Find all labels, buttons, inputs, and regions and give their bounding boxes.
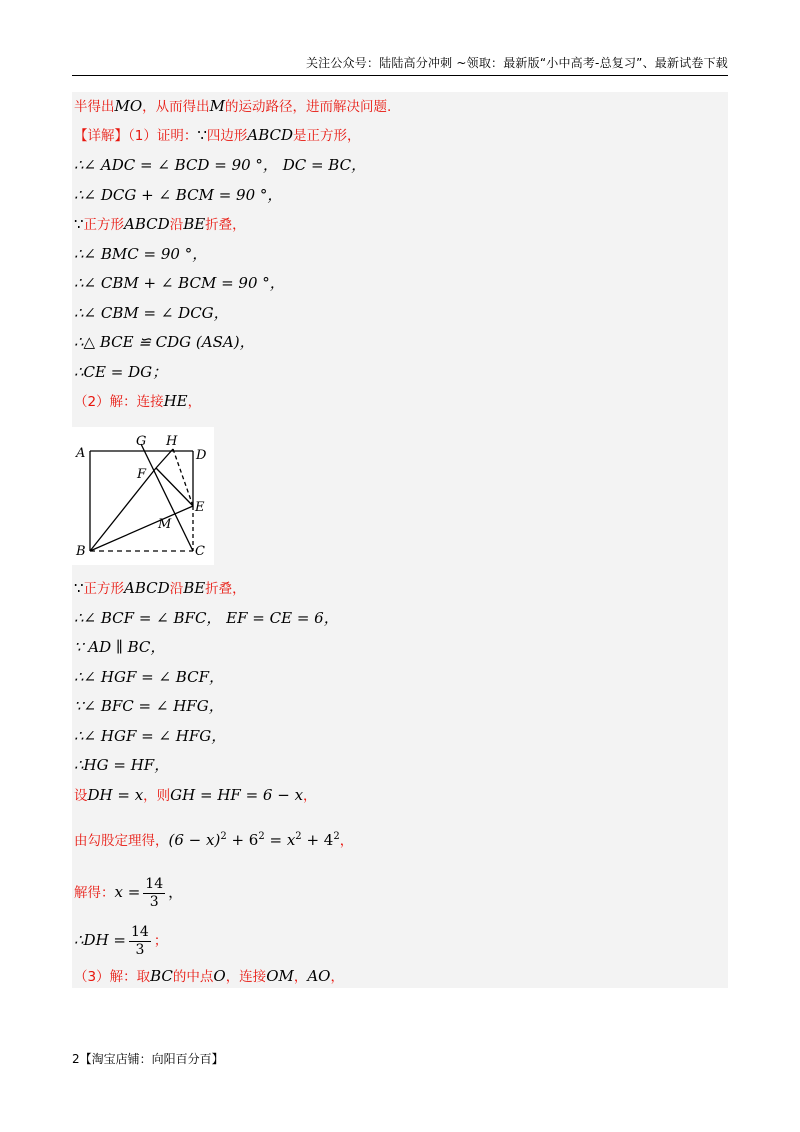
math: + 6	[226, 831, 259, 849]
text: 的运动路径，进而解决问题.	[225, 99, 392, 115]
math: ∴DH =	[74, 931, 126, 949]
math: x =	[114, 883, 141, 901]
text: 正方形	[83, 581, 125, 597]
denominator: 3	[135, 941, 145, 958]
page-footer: 2【淘宝店铺：向阳百分百】	[72, 1052, 224, 1066]
line-11	[74, 391, 201, 412]
math: (6 − x)	[168, 831, 221, 849]
text: ，	[293, 969, 308, 985]
geometry-figure	[72, 427, 214, 565]
line-19	[74, 785, 317, 806]
denominator: 3	[149, 893, 159, 910]
line-14: ∵ AD ∥ BC，	[74, 638, 166, 656]
exponent: 2	[333, 831, 340, 842]
line-5	[74, 214, 246, 235]
math: = x	[264, 831, 296, 849]
label-d: D	[196, 448, 207, 463]
text: ，则	[143, 788, 171, 804]
line-17: ∴∠ HGF = ∠ HFG，	[74, 727, 227, 745]
line-23	[74, 966, 344, 987]
math: MO	[114, 97, 143, 115]
math: ABCD	[124, 215, 170, 233]
text: 折叠，	[205, 217, 246, 233]
label-c: C	[195, 544, 205, 559]
math: BE	[183, 579, 206, 597]
text: 的中点	[172, 969, 214, 985]
text: （3）解：取	[74, 969, 151, 985]
text: 沿	[169, 581, 184, 597]
numerator: 14	[145, 875, 164, 892]
math: ABCD	[247, 126, 294, 144]
line-2	[74, 125, 361, 146]
text: 四边形	[206, 128, 248, 144]
math: BE	[183, 215, 206, 233]
label-m: M	[158, 517, 172, 532]
segment-hf	[156, 449, 173, 468]
fraction	[129, 924, 151, 959]
label-a: A	[76, 446, 86, 461]
math: + 4	[301, 831, 334, 849]
label-g: G	[136, 434, 147, 449]
line-13: ∴∠ BCF = ∠ BFC， EF = CE = 6，	[74, 609, 339, 627]
text: 沿	[169, 217, 184, 233]
line-18: ∴HG = HF，	[74, 756, 170, 774]
text: ，	[330, 969, 344, 985]
text: ，	[339, 833, 354, 849]
text: 正方形	[83, 217, 125, 233]
text: 由勾股定理得，	[74, 833, 169, 849]
segment-bf	[90, 468, 156, 551]
math: ，	[168, 883, 184, 901]
line-8: ∴∠ CBM = ∠ DCG，	[74, 304, 229, 322]
line-9: ∴△ BCE ≌ CDG (ASA)，	[74, 333, 255, 351]
line-4: ∴∠ DCG + ∠ BCM = 90 °，	[74, 186, 283, 204]
math: O	[213, 967, 226, 985]
math: BC	[150, 967, 173, 985]
line-6: ∴∠ BMC = 90 °，	[74, 245, 208, 263]
text: 设	[74, 788, 88, 804]
line-10: ∴CE = DG；	[74, 363, 168, 381]
line-22	[74, 922, 167, 959]
label-b: B	[76, 544, 86, 559]
segment-be	[90, 506, 193, 551]
line-12	[74, 578, 246, 599]
math: ABCD	[124, 579, 170, 597]
page-header: 关注公众号：陆陆高分冲刺 ~领取：最新版“小中高考-总复习”、最新试卷下载	[72, 54, 728, 76]
line-15: ∴∠ HGF = ∠ BCF，	[74, 668, 224, 686]
math: ∵	[74, 215, 84, 233]
line-21	[74, 874, 183, 911]
line-3: ∴∠ ADC = ∠ BCD = 90 °， DC = BC，	[74, 156, 367, 174]
math: OM	[266, 967, 294, 985]
label-f: F	[137, 467, 147, 482]
math: ∵	[74, 579, 84, 597]
text: 是正方形，	[293, 128, 361, 144]
numerator: 14	[131, 923, 149, 940]
label-e: E	[195, 500, 205, 515]
text: 【详解】（1）证明：	[74, 128, 198, 144]
line-7: ∴∠ CBM + ∠ BCM = 90 °，	[74, 274, 285, 292]
text: ，从而得出	[142, 99, 210, 115]
exponent: 2	[295, 831, 302, 842]
text: 半得出	[74, 99, 115, 115]
math: ∵	[197, 126, 207, 144]
text: ；	[153, 933, 168, 949]
text: ，连接	[225, 969, 267, 985]
exponent: 2	[258, 831, 265, 842]
math: HE	[163, 392, 188, 410]
fraction	[143, 876, 165, 911]
math: AO	[307, 967, 331, 985]
line-1	[74, 96, 391, 117]
segment-he-dashed	[173, 449, 193, 506]
math: M	[209, 97, 226, 115]
text: ，	[303, 788, 317, 804]
text: 解得：	[74, 885, 115, 901]
math: DH = x	[87, 786, 144, 804]
exponent: 2	[220, 831, 227, 842]
text: ，	[187, 394, 202, 410]
line-20	[74, 827, 353, 851]
text: （2）解：连接	[74, 394, 164, 410]
label-h: H	[166, 434, 178, 449]
line-16: ∵∠ BFC = ∠ HFG，	[74, 697, 224, 715]
math: GH = HF = 6 − x	[170, 786, 304, 804]
text: 折叠，	[205, 581, 246, 597]
geometry-svg	[72, 427, 214, 565]
